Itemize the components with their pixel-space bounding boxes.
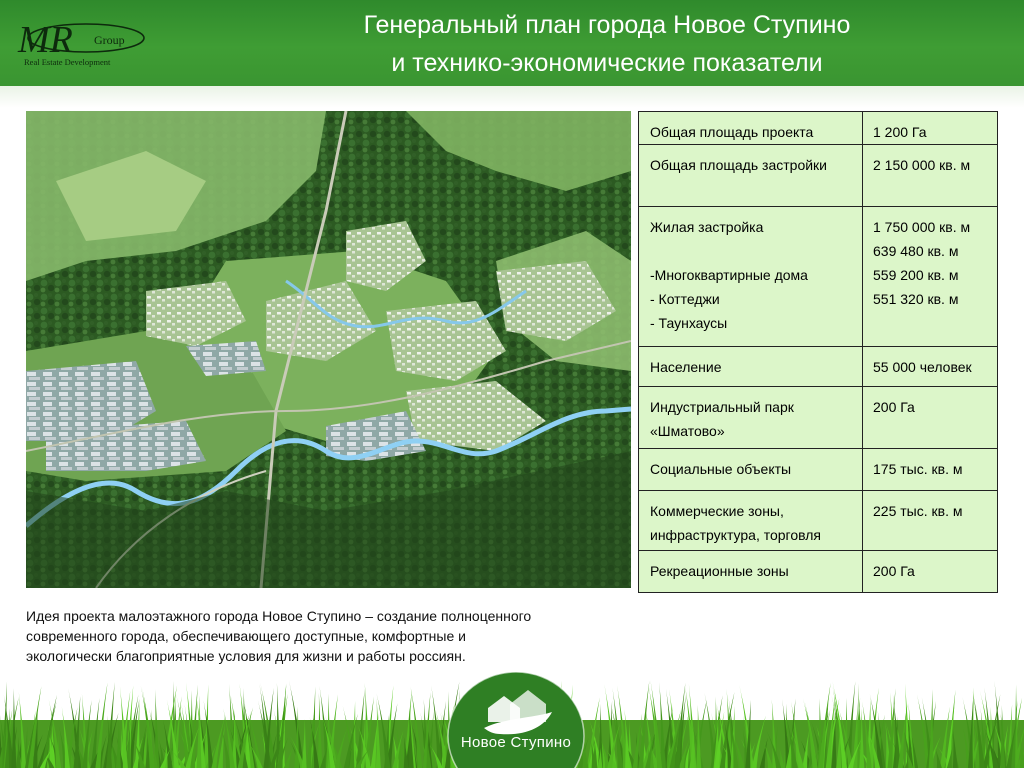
indicator-value-line: 2 150 000 кв. м <box>873 157 971 173</box>
title-line-2: и технико-экономические показатели <box>391 49 823 77</box>
indicator-label-line: Общая площадь проекта <box>650 124 814 140</box>
indicator-label-line: Рекреационные зоны <box>650 563 789 579</box>
indicator-label-line: Общая площадь застройки <box>650 157 827 173</box>
indicator-value-line: 225 тыс. кв. м <box>873 503 963 519</box>
indicator-value <box>863 387 998 449</box>
indicator-label-line: -Многоквартирные дома <box>650 267 808 283</box>
indicator-row <box>639 145 998 207</box>
indicator-value <box>863 145 998 207</box>
indicator-label <box>639 491 863 551</box>
indicator-label <box>639 387 863 449</box>
indicator-label-line: Социальные объекты <box>650 461 792 477</box>
novoe-stupino-badge <box>444 666 588 768</box>
indicator-label-line: Жилая застройка <box>650 219 764 235</box>
indicator-label <box>639 207 863 347</box>
indicator-label <box>639 449 863 491</box>
logo-group-text: Group <box>94 33 125 47</box>
indicator-label-line: инфраструктура, торговля <box>650 527 822 543</box>
indicator-value-line: 559 200 кв. м <box>873 267 959 283</box>
indicator-value <box>863 207 998 347</box>
indicator-label <box>639 551 863 593</box>
indicator-value <box>863 551 998 593</box>
indicator-row <box>639 387 998 449</box>
indicator-label <box>639 347 863 387</box>
indicator-value-line: 551 320 кв. м <box>873 291 959 307</box>
aerial-masterplan-image <box>26 111 631 588</box>
indicator-value <box>863 491 998 551</box>
indicator-label-line: Коммерческие зоны, <box>650 503 784 519</box>
indicator-label-line <box>650 239 856 263</box>
title-line-1: Генеральный план города Новое Ступино <box>363 11 851 39</box>
indicator-row <box>639 449 998 491</box>
indicator-label-line: - Таунхаусы <box>650 315 728 331</box>
project-caption <box>26 606 626 666</box>
indicator-row <box>639 491 998 551</box>
indicator-value-line: 1 750 000 кв. м <box>873 219 971 235</box>
indicator-row <box>639 112 998 145</box>
indicator-value-line: 1 200 Га <box>873 124 927 140</box>
mr-group-logo <box>12 8 152 70</box>
caption-line-2: современного города, обеспечивающего доступные, комфортные и <box>26 628 466 644</box>
badge-label: Новое Ступино <box>460 734 572 751</box>
indicator-row <box>639 551 998 593</box>
indicators-table <box>638 111 998 593</box>
indicator-value-line: 639 480 кв. м <box>873 243 959 259</box>
indicator-value <box>863 112 998 145</box>
caption-line-3: экологически благоприятные условия для жизни и работы россиян. <box>26 648 466 664</box>
indicator-value-line: 200 Га <box>873 563 915 579</box>
logo-letters: MR <box>18 19 73 61</box>
indicator-label <box>639 112 863 145</box>
indicator-row <box>639 207 998 347</box>
indicator-label-line: - Коттеджи <box>650 291 720 307</box>
indicator-value-line: 175 тыс. кв. м <box>873 461 963 477</box>
indicator-row <box>639 347 998 387</box>
caption-line-1: Идея проекта малоэтажного города Новое Ступино – создание полноценного <box>26 608 532 624</box>
indicator-value-line: 200 Га <box>873 399 915 415</box>
logo-tagline: Real Estate Development <box>24 57 111 67</box>
indicator-value <box>863 347 998 387</box>
page-title <box>190 6 1024 82</box>
indicator-value <box>863 449 998 491</box>
header-shadow <box>0 86 1024 108</box>
indicator-label-line: Население <box>650 359 722 375</box>
indicator-label-line: Индустриальный парк <box>650 399 794 415</box>
indicator-value-line: 55 000 человек <box>873 359 972 375</box>
indicator-label <box>639 145 863 207</box>
indicator-label-line: «Шматово» <box>650 423 725 439</box>
